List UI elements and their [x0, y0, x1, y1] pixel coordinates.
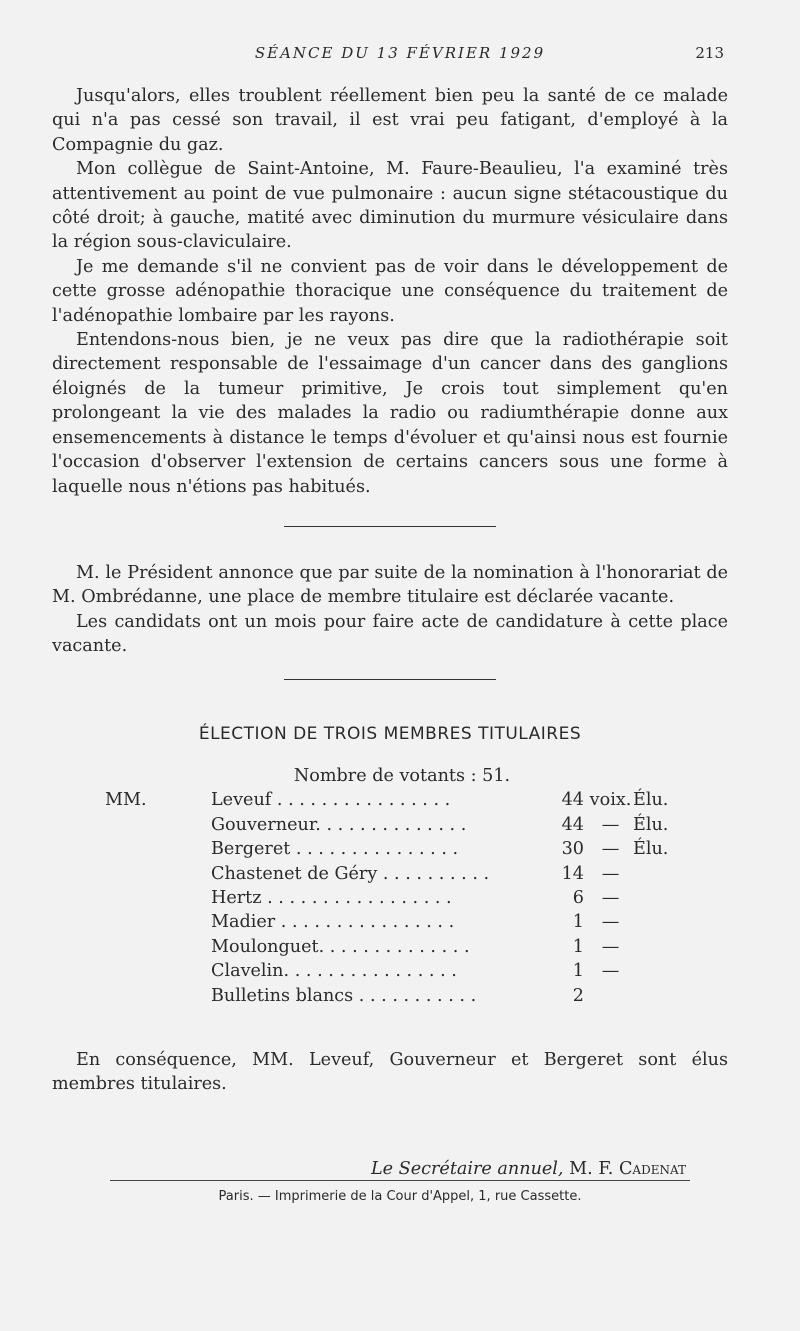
election-status: Élu. [633, 790, 669, 811]
vote-unit: — [601, 863, 620, 884]
paragraph: Je me demande s'il ne convient pas de voir dans le développement de cette grosse adénopathie thoracique une conséquence du traitement de l'adénopathie lombaire par les rayons. [52, 256, 728, 326]
election-status [633, 910, 673, 934]
vote-unit: voix. [589, 790, 632, 811]
vote-count: 2 [572, 985, 584, 1006]
vote-unit: — [601, 912, 620, 933]
signature [52, 1157, 728, 1181]
vote-unit: — [601, 814, 620, 835]
paragraph: Entendons-nous bien, je ne veux pas dire que la radiothérapie soit directement responsable de l'essaimage d'un cancer dans des ganglions éloignés de la tumeur primitive, Je crois tout simplement qu'en prolongeant la vie des malades la radio ou radiumthérapie donne aux ensemencements à distance le temps d'évoluer et qu'ainsi nous est fournie l'occasion d'observer l'extension de certains cancers sous une forme à laquelle nous n'étions pas habitués. [52, 330, 728, 497]
table-row [52, 959, 673, 983]
candidate-name: Bergeret . . . . . . . . . . . . . . . [211, 839, 459, 860]
section-divider [284, 526, 496, 527]
vote-count: 44 [561, 814, 584, 835]
table-row [52, 837, 673, 861]
vote-count: 44 [561, 790, 584, 811]
candidate-name: Bulletins blancs . . . . . . . . . . . [211, 985, 477, 1006]
running-header [0, 44, 800, 68]
section-divider [284, 679, 496, 680]
table-row [52, 862, 673, 886]
candidate-name: Gouverneur. . . . . . . . . . . . . . [211, 814, 467, 835]
vote-count: 14 [561, 863, 584, 884]
candidate-name: Madier . . . . . . . . . . . . . . . . [211, 912, 455, 933]
paragraph: Mon collègue de Saint-Antoine, M. Faure-Beaulieu, l'a examiné très attentivement au point de vue pulmonaire : aucun signe stétacoustique du côté droit; à gauche, matité avec diminution du murmure vésiculaire dans la région sous-claviculaire. [52, 159, 728, 253]
vote-unit: — [601, 839, 620, 860]
vote-count: 30 [561, 839, 584, 860]
vote-unit: — [601, 961, 620, 982]
announcement-paragraph: M. le Président annonce que par suite de la nomination à l'honorariat de M. Ombrédanne, une place de membre titulaire est déclarée vacante. [52, 562, 728, 608]
table-row [52, 935, 673, 959]
signature-role: Le Secrétaire annuel, [370, 1158, 564, 1179]
voters-count: Nombre de votants : 51. [293, 765, 511, 786]
candidate-name: Chastenet de Géry . . . . . . . . . . [211, 863, 490, 884]
page-number: 213 [695, 44, 724, 62]
vote-count: 6 [572, 887, 584, 908]
vote-unit: — [601, 936, 620, 957]
election-status: Élu. [633, 814, 669, 835]
election-title: ÉLECTION DE TROIS MEMBRES TITULAIRES [198, 723, 582, 744]
election-conclusion: En conséquence, MM. Leveuf, Gouverneur et Bergeret sont élus membres titulaires. [52, 1050, 728, 1095]
table-row [52, 984, 673, 1008]
candidate-name: Clavelin. . . . . . . . . . . . . . . . [211, 961, 457, 982]
announcement-paragraph: Les candidats ont un mois pour faire acte de candidature à cette place vacante. [52, 611, 728, 657]
election-status [633, 862, 673, 886]
election-status: Élu. [633, 839, 669, 860]
signature-name: M. F. Cadenat [569, 1158, 686, 1179]
footer-divider [110, 1180, 690, 1181]
candidate-name: Hertz . . . . . . . . . . . . . . . . . [211, 887, 452, 908]
vote-unit [588, 984, 633, 1008]
election-status [633, 959, 673, 983]
table-row [52, 886, 673, 910]
election-status [633, 935, 673, 959]
candidate-name: Moulonguet. . . . . . . . . . . . . . [211, 936, 470, 957]
printer-imprint: Paris. — Imprimerie de la Cour d'Appel, 1, rue Cassette. [218, 1189, 582, 1204]
page-body [52, 84, 728, 1181]
vote-count: 1 [572, 936, 584, 957]
table-row [52, 788, 673, 812]
table-row [52, 910, 673, 934]
election-status [633, 886, 673, 910]
election-results-table [52, 788, 673, 1008]
election-status [633, 984, 673, 1008]
vote-count: 1 [572, 912, 584, 933]
vote-count: 1 [572, 961, 584, 982]
mm-prefix: MM. [105, 790, 147, 811]
table-row [52, 813, 673, 837]
running-title: SÉANCE DU 13 FÉVRIER 1929 [254, 44, 546, 62]
paragraph: Jusqu'alors, elles troublent réellement bien peu la santé de ce malade qui n'a pas cessé son travail, il est vrai peu fatigant, d'employé à la Compagnie du gaz. [52, 86, 728, 155]
candidate-name: Leveuf . . . . . . . . . . . . . . . . [211, 790, 451, 811]
vote-unit: — [601, 887, 620, 908]
